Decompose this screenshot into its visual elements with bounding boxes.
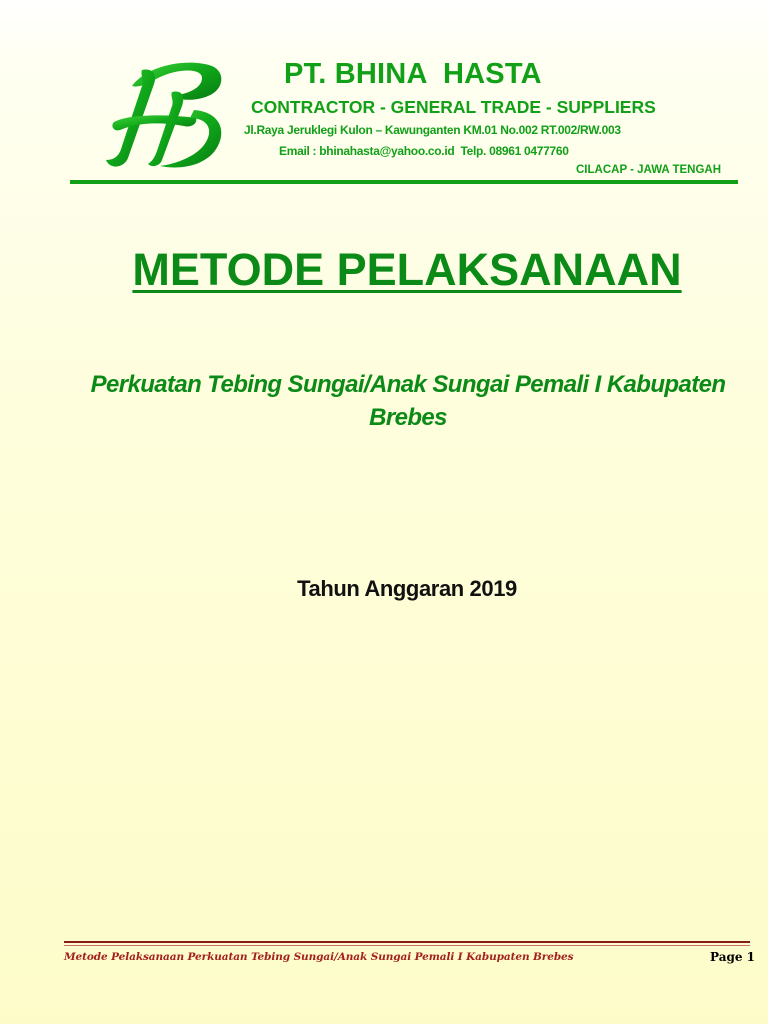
- document-title: METODE PELAKSANAAN: [132, 244, 682, 295]
- project-name-line-1: Perkuatan Tebing Sungai/Anak Sungai Pemali I Kabupaten: [90, 371, 726, 398]
- bh-monogram-logo-icon: [98, 56, 230, 172]
- letterhead: [0, 0, 768, 190]
- fiscal-year: Tahun Anggaran 2019: [297, 576, 517, 601]
- company-tagline: CONTRACTOR - GENERAL TRADE - SUPPLIERS: [251, 97, 656, 117]
- footer-divider-thin: [64, 945, 750, 946]
- header-divider: [70, 180, 738, 184]
- company-name: PT. BHINA HASTA: [284, 58, 542, 90]
- project-name: [60, 368, 756, 434]
- footer-divider: [64, 941, 750, 943]
- company-city: CILACAP - JAWA TENGAH: [576, 164, 722, 176]
- project-name-line-2: Brebes: [369, 404, 447, 431]
- company-address: Jl.Raya Jeruklegi Kulon – Kawunganten KM.01 No.002 RT.002/RW.003: [244, 123, 621, 137]
- footer-text: Metode Pelaksanaan Perkuatan Tebing Sungai/Anak Sungai Pemali I Kabupaten Brebes: [64, 951, 574, 963]
- company-contact: Email : bhinahasta@yahoo.co.id Telp. 08961 0477760: [279, 144, 569, 158]
- page-number: Page 1: [710, 950, 756, 964]
